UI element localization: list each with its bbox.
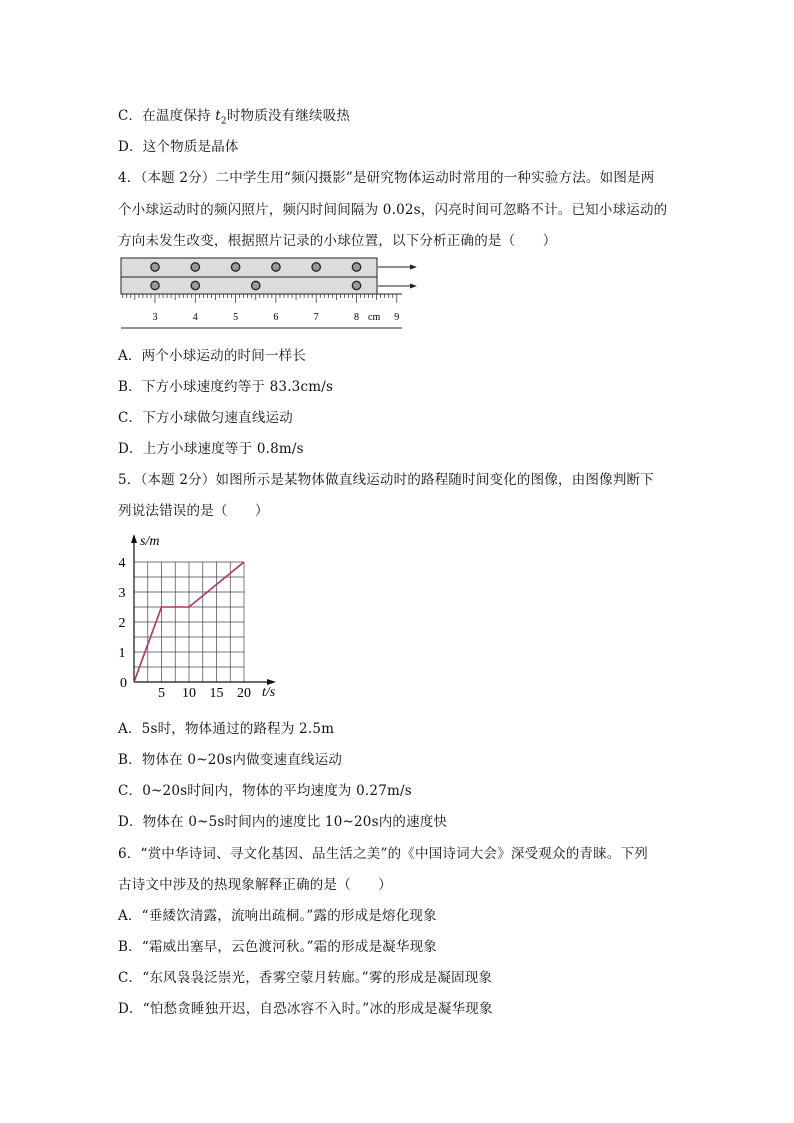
- top-ball: [352, 263, 360, 271]
- q6-option-d: D．“怕愁贪睡独开迟，自恐冰容不入时。”冰的形成是凝华现象: [118, 1001, 493, 1017]
- ruler-tick-label: 7: [313, 312, 319, 323]
- q4-option-a: A．两个小球运动的时间一样长: [118, 348, 307, 364]
- x-tick-label: 10: [182, 686, 196, 701]
- bottom-ball: [352, 281, 360, 289]
- ruler-tick-label: 5: [233, 312, 239, 323]
- q4-stem-line-2: 个小球运动时的频闪照片，频闪时间间隔为 0.02s，闪亮时间可忽略不计。已知小球运动的: [118, 202, 668, 218]
- ruler-tick-label: 3: [152, 312, 158, 323]
- bottom-ball: [252, 281, 260, 289]
- q6-stem-line-2: 古诗文中涉及的热现象解释正确的是（ ）: [118, 877, 392, 893]
- q6-stem-line-1: 6．“赏中华诗词、寻文化基因、品生活之美”的《中国诗词大会》深受观众的青睐。下列: [118, 846, 648, 862]
- q4-option-b: B．下方小球速度约等于 83.3cm/s: [118, 379, 334, 395]
- top-arrow: [378, 265, 417, 270]
- q4-stem-line-1: 4．（本题 2分）二中学生用“频闪摄影”是研究物体运动时常用的一种实验方法。如图是两: [118, 170, 655, 186]
- x-axis: [134, 679, 276, 685]
- y-axis: [131, 534, 137, 682]
- top-ball: [272, 263, 280, 271]
- x-tick-label: 20: [237, 686, 251, 701]
- q4-stem-line-3: 方向未发生改变，根据照片记录的小球位置，以下分析正确的是（ ）: [118, 233, 557, 249]
- x-tick-label: 5: [158, 686, 165, 701]
- q5-option-d: D．物体在 0~5s时间内的速度比 10~20s内的速度快: [118, 814, 448, 830]
- chart-grid: [134, 562, 244, 682]
- y-tick-label: 2: [118, 616, 126, 631]
- ruler-tick-label: 8: [354, 312, 359, 323]
- x-tick-label: 15: [209, 686, 224, 701]
- variable-t: t: [215, 108, 221, 124]
- top-ball: [231, 263, 239, 271]
- q4-option-c: C．下方小球做匀速直线运动: [118, 410, 293, 426]
- q6-option-b: B．“霜威出塞早，云色渡河秋。”霜的形成是凝华现象: [118, 939, 437, 955]
- ruler-tick-label: 9: [394, 312, 400, 323]
- bottom-ball: [151, 281, 159, 289]
- q3-option-c-text: C．在温度保持: [118, 108, 216, 124]
- q3-option-d: D．这个物质是晶体: [118, 139, 239, 155]
- top-ball: [151, 263, 159, 271]
- q5-option-c: C．0~20s时间内，物体的平均速度为 0.27m/s: [118, 783, 412, 799]
- subscript-2: 2: [220, 116, 227, 127]
- x-axis-label: t/s: [262, 685, 276, 700]
- ruler-tick-label: 4: [192, 312, 198, 323]
- ruler-ticks: [123, 294, 397, 303]
- q4-option-d: D．上方小球速度等于 0.8m/s: [118, 441, 304, 457]
- q3-option-c: [118, 104, 350, 127]
- top-ball: [191, 263, 199, 271]
- bottom-ball: [191, 281, 199, 289]
- y-axis-label: s/m: [140, 534, 160, 549]
- ruler-unit-label: cm: [368, 312, 381, 323]
- top-ball: [312, 263, 320, 271]
- q5-stem-line-1: 5．（本题 2分）如图所示是某物体做直线运动时的路程随时间变化的图像，由图像判断下: [118, 472, 654, 488]
- q5-stem-line-2: 列说法错误的是（ ）: [118, 503, 269, 519]
- y-tick-label: 3: [118, 586, 126, 601]
- y-tick-label: 1: [118, 646, 126, 661]
- distance-time-chart: [110, 530, 290, 705]
- origin-label: 0: [120, 676, 127, 691]
- q6-option-a: A．“垂緌饮清露，流响出疏桐。”露的形成是熔化现象: [118, 908, 437, 924]
- q5-option-b: B．物体在 0~20s内做变速直线运动: [118, 752, 343, 768]
- y-tick-label: 4: [118, 556, 126, 571]
- strobe-photo-figure: [110, 255, 430, 330]
- q5-option-a: A．5s时，物体通过的路程为 2.5m: [118, 721, 335, 737]
- bottom-arrow: [378, 284, 417, 289]
- q3-option-c-text-end: 时物质没有继续吸热: [226, 108, 351, 124]
- q6-option-c: C．“东风袅袅泛崇光，香雾空蒙月转廊。”雾的形成是凝固现象: [118, 970, 493, 986]
- ruler-tick-label: 6: [273, 312, 279, 323]
